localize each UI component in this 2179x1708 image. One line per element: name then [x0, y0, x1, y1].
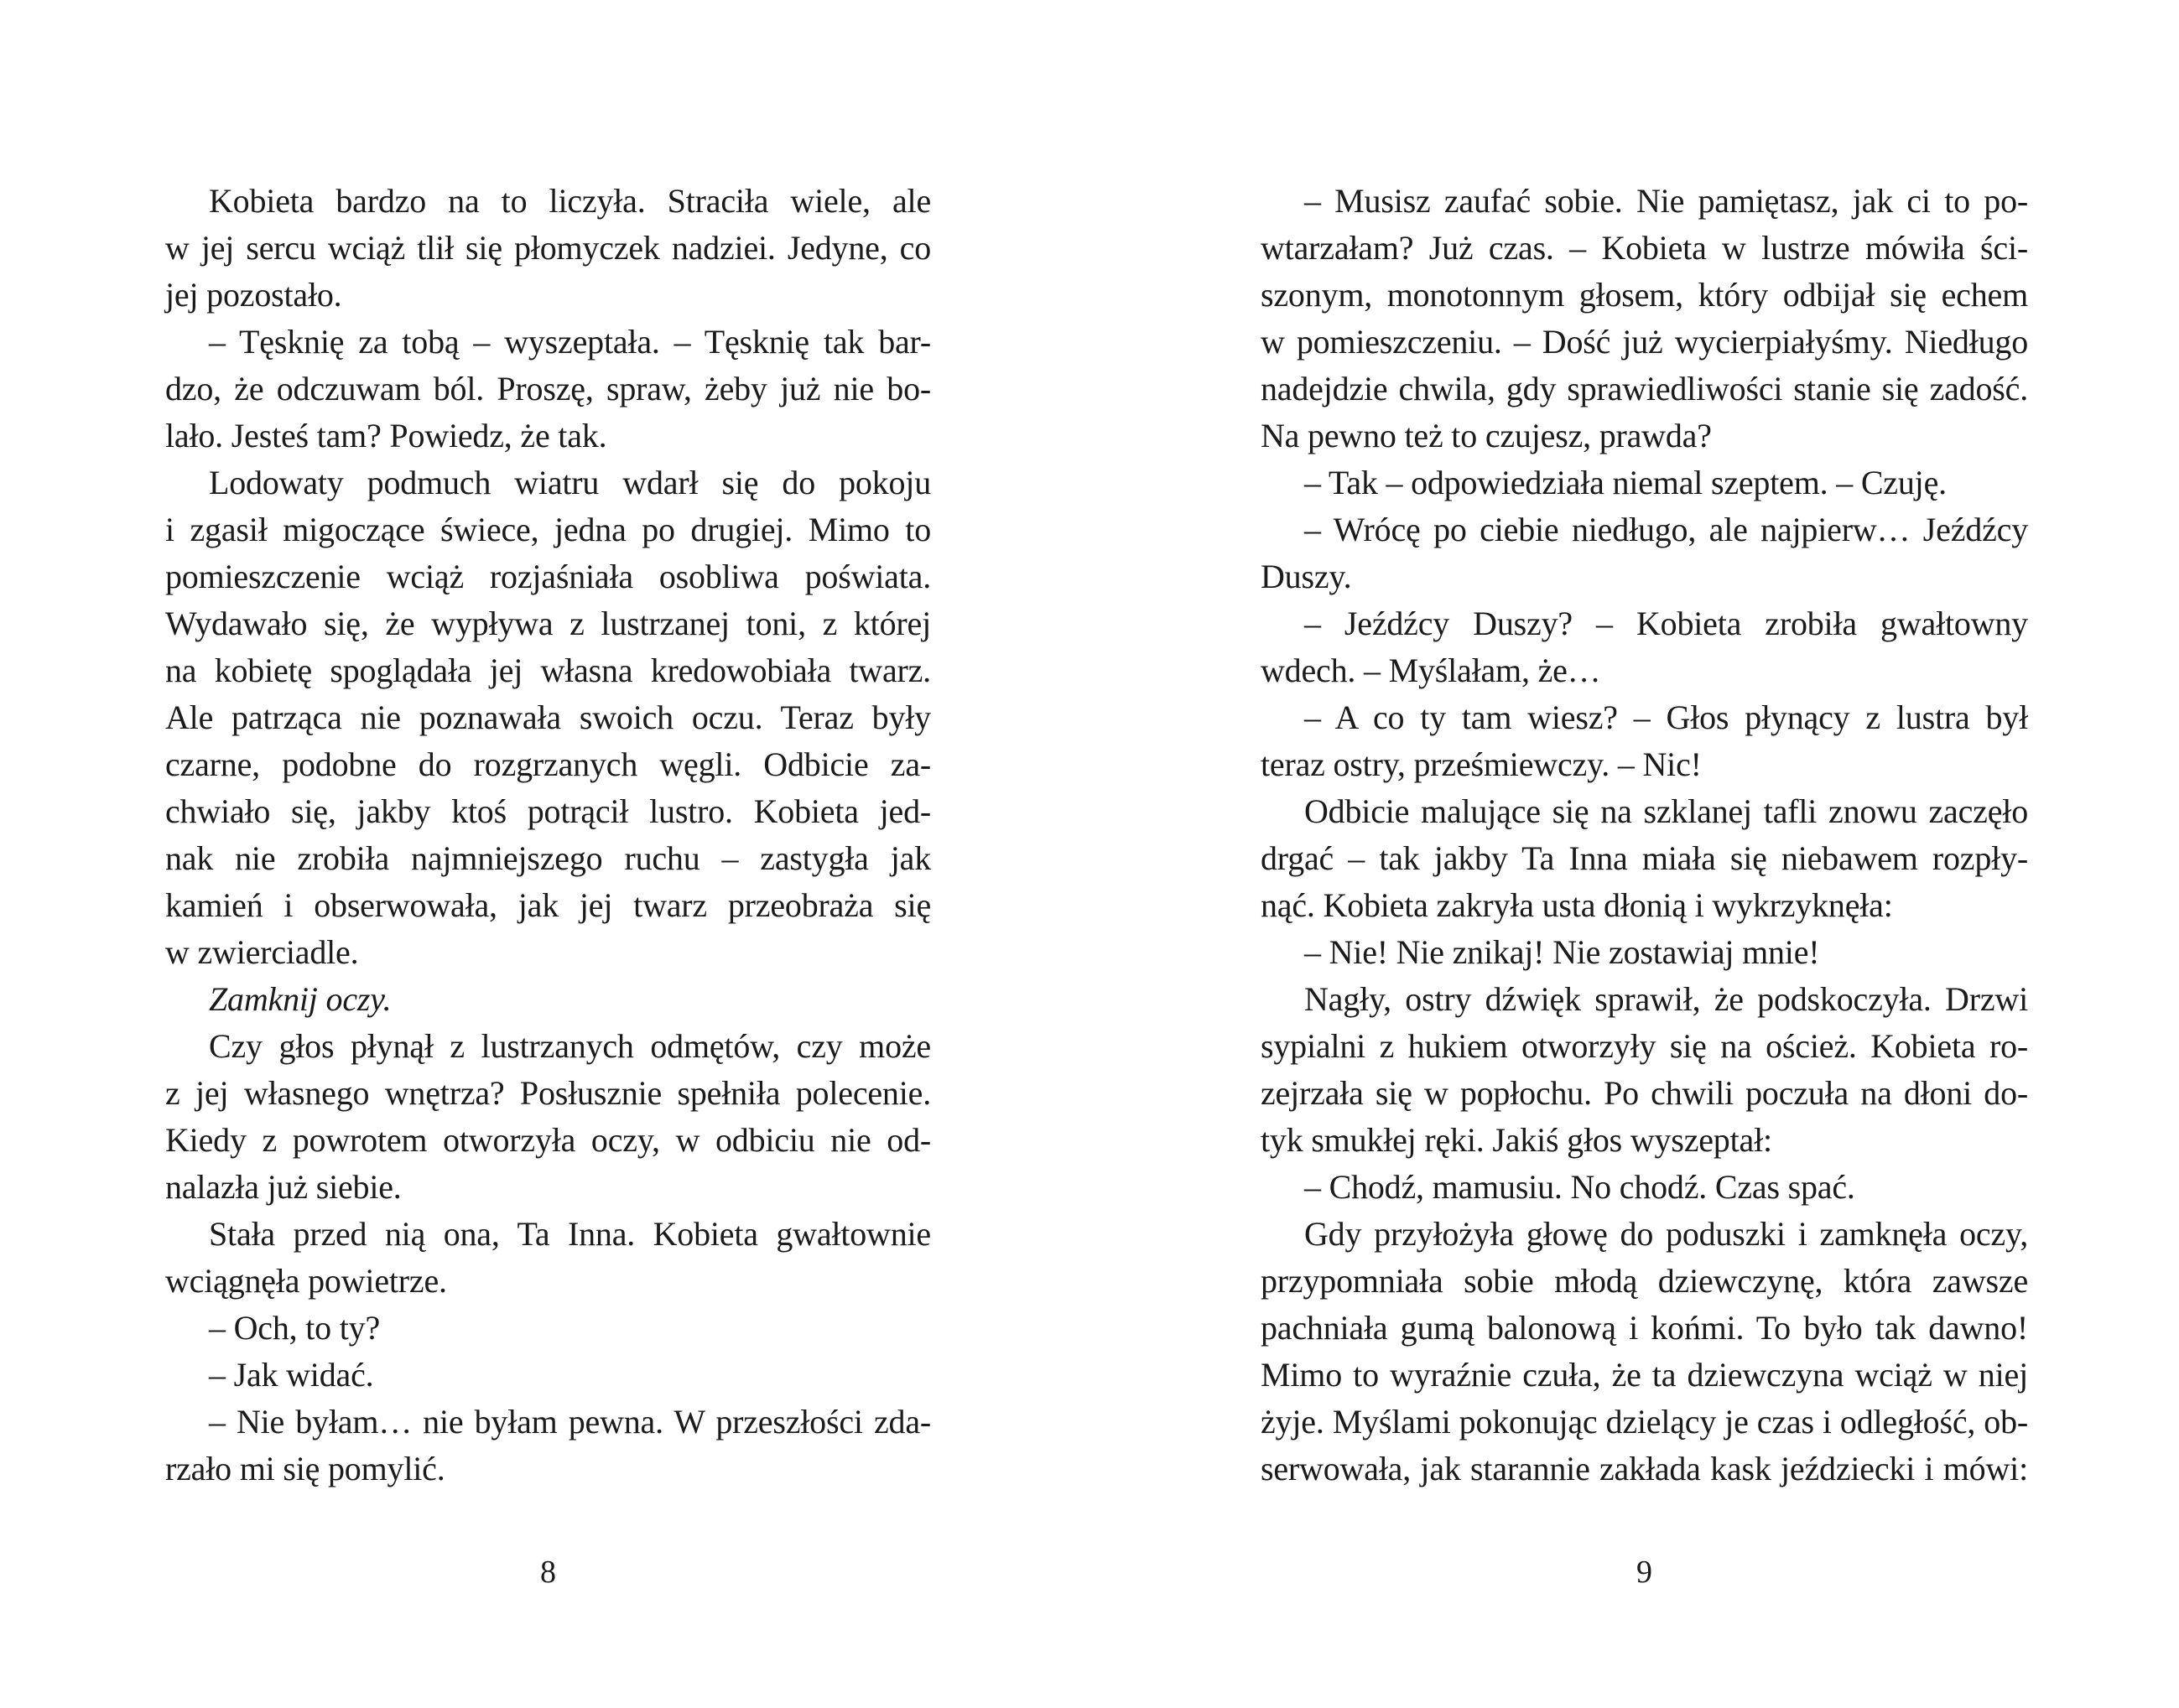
text-line: i zgasił migoczące świece, jedna po drugiej. Mimo to [165, 511, 931, 548]
text-line: Czy głos płynął z lustrzanych odmętów, czy może [209, 1027, 931, 1065]
page-right [1090, 0, 2179, 1708]
text-line: przypomniała sobie młodą dziewczynę, która zawsze [1261, 1262, 2028, 1300]
text-line: Wydawało się, że wypływa z lustrzanej toni, z której [165, 605, 931, 642]
text-line: tyk smukłej ręki. Jakiś głos wyszeptał: [1261, 1121, 1772, 1159]
text-line: nak nie zrobiła najmniejszego ruchu – zastygła jak [165, 839, 931, 877]
text-line: Ale patrząca nie poznawała swoich oczu. Teraz były [165, 698, 931, 736]
text-line: – Tęsknię za tobą – wyszeptała. – Tęsknię tak bar- [209, 323, 931, 361]
text-line: w zwierciadle. [165, 933, 359, 971]
text-line: – Tak – odpowiedziała niemal szeptem. – Czuję. [1304, 464, 1947, 501]
text-line: kamień i obserwowała, jak jej twarz przeobraża się [165, 886, 931, 924]
text-line: – Wrócę po ciebie niedługo, ale najpierw… Jeźdźcy [1304, 511, 2028, 548]
text-line: – Nie byłam… nie byłam pewna. W przeszłości zda- [209, 1403, 931, 1441]
text-line: na kobietę spoglądała jej własna kredowobiała twarz. [165, 652, 931, 689]
text-line: sypialni z hukiem otworzyły się na oścież. Kobieta ro- [1261, 1027, 2028, 1065]
text-line: Mimo to wyraźnie czuła, że ta dziewczyna wciąż w niej [1261, 1356, 2028, 1394]
text-line: szonym, monotonnym głosem, który odbijał się echem [1261, 276, 2028, 314]
text-line: nadejdzie chwila, gdy sprawiedliwości stanie się zadość. [1261, 370, 2028, 408]
text-line: Nagły, ostry dźwięk sprawił, że podskoczyła. Drzwi [1304, 980, 2028, 1018]
text-line: rzało mi się pomylić. [165, 1450, 445, 1487]
text-line: pachniała gumą balonową i końmi. To było tak dawno! [1261, 1309, 2028, 1347]
text-line: – Musisz zaufać sobie. Nie pamiętasz, jak ci to po- [1304, 182, 2028, 220]
text-line: Kobieta bardzo na to liczyła. Straciła wiele, ale [209, 182, 931, 220]
text-line: nalazła już siebie. [165, 1168, 402, 1206]
text-line: teraz ostry, prześmiewczy. – Nic! [1261, 745, 1702, 783]
page-right-text-block [1261, 178, 2028, 1493]
text-line: Stała przed nią ona, Ta Inna. Kobieta gwałtownie [209, 1215, 931, 1253]
page-right-number: 9 [1636, 1555, 1652, 1590]
text-line: w jej sercu wciąż tlił się płomyczek nadziei. Jedyne, co [165, 229, 931, 267]
text-line: Na pewno też to czujesz, prawda? [1261, 417, 1712, 454]
text-line: – Nie! Nie znikaj! Nie zostawiaj mnie! [1304, 933, 1820, 971]
text-line: – Jak widać. [209, 1356, 374, 1394]
text-line: Gdy przyłożyła głowę do poduszki i zamknęła oczy, [1304, 1215, 2028, 1253]
text-line: – A co ty tam wiesz? – Głos płynący z lustra był [1304, 698, 2028, 736]
text-line: chwiało się, jakby ktoś potrącił lustro. Kobieta jed- [165, 792, 931, 830]
text-line: dzo, że odczuwam ból. Proszę, spraw, żeby już nie bo- [165, 370, 931, 408]
text-line: wdech. – Myślałam, że… [1261, 652, 1601, 689]
text-line: czarne, podobne do rozgrzanych węgli. Odbicie za- [165, 745, 931, 783]
text-line: lało. Jesteś tam? Powiedz, że tak. [165, 417, 607, 454]
text-line: Zamknij oczy. [209, 980, 392, 1018]
text-line: nąć. Kobieta zakryła usta dłonią i wykrzyknęła: [1261, 886, 1893, 924]
text-line: – Chodź, mamusiu. No chodź. Czas spać. [1304, 1168, 1855, 1206]
text-line: Duszy. [1261, 558, 1352, 595]
text-line: żyje. Myślami pokonując dzielący je czas i odległość, ob- [1261, 1403, 2028, 1441]
page-left-text-block [165, 178, 931, 1493]
text-line: pomieszczenie wciąż rozjaśniała osobliwa poświata. [165, 558, 931, 595]
text-line: – Och, to ty? [209, 1309, 381, 1347]
text-line: serwowała, jak starannie zakłada kask jeździecki i mówi: [1261, 1450, 2028, 1487]
text-line: Lodowaty podmuch wiatru wdarł się do pokoju [209, 464, 931, 501]
text-line: wciągnęła powietrze. [165, 1262, 447, 1300]
text-line: jej pozostało. [165, 276, 342, 314]
text-line: Kiedy z powrotem otworzyła oczy, w odbiciu nie od- [165, 1121, 931, 1159]
text-line: drgać – tak jakby Ta Inna miała się niebawem rozpły- [1261, 839, 2028, 877]
text-line: – Jeźdźcy Duszy? – Kobieta zrobiła gwałtowny [1304, 605, 2028, 642]
page-left-number: 8 [540, 1555, 556, 1590]
text-line: wtarzałam? Już czas. – Kobieta w lustrze mówiła ści- [1261, 229, 2028, 267]
text-line: zejrzała się w popłochu. Po chwili poczuła na dłoni do- [1261, 1074, 2028, 1112]
text-line: w pomieszczeniu. – Dość już wycierpiałyśmy. Niedługo [1261, 323, 2028, 361]
text-line: Odbicie malujące się na szklanej tafli znowu zaczęło [1304, 792, 2028, 830]
text-line: z jej własnego wnętrza? Posłusznie spełniła polecenie. [165, 1074, 931, 1112]
